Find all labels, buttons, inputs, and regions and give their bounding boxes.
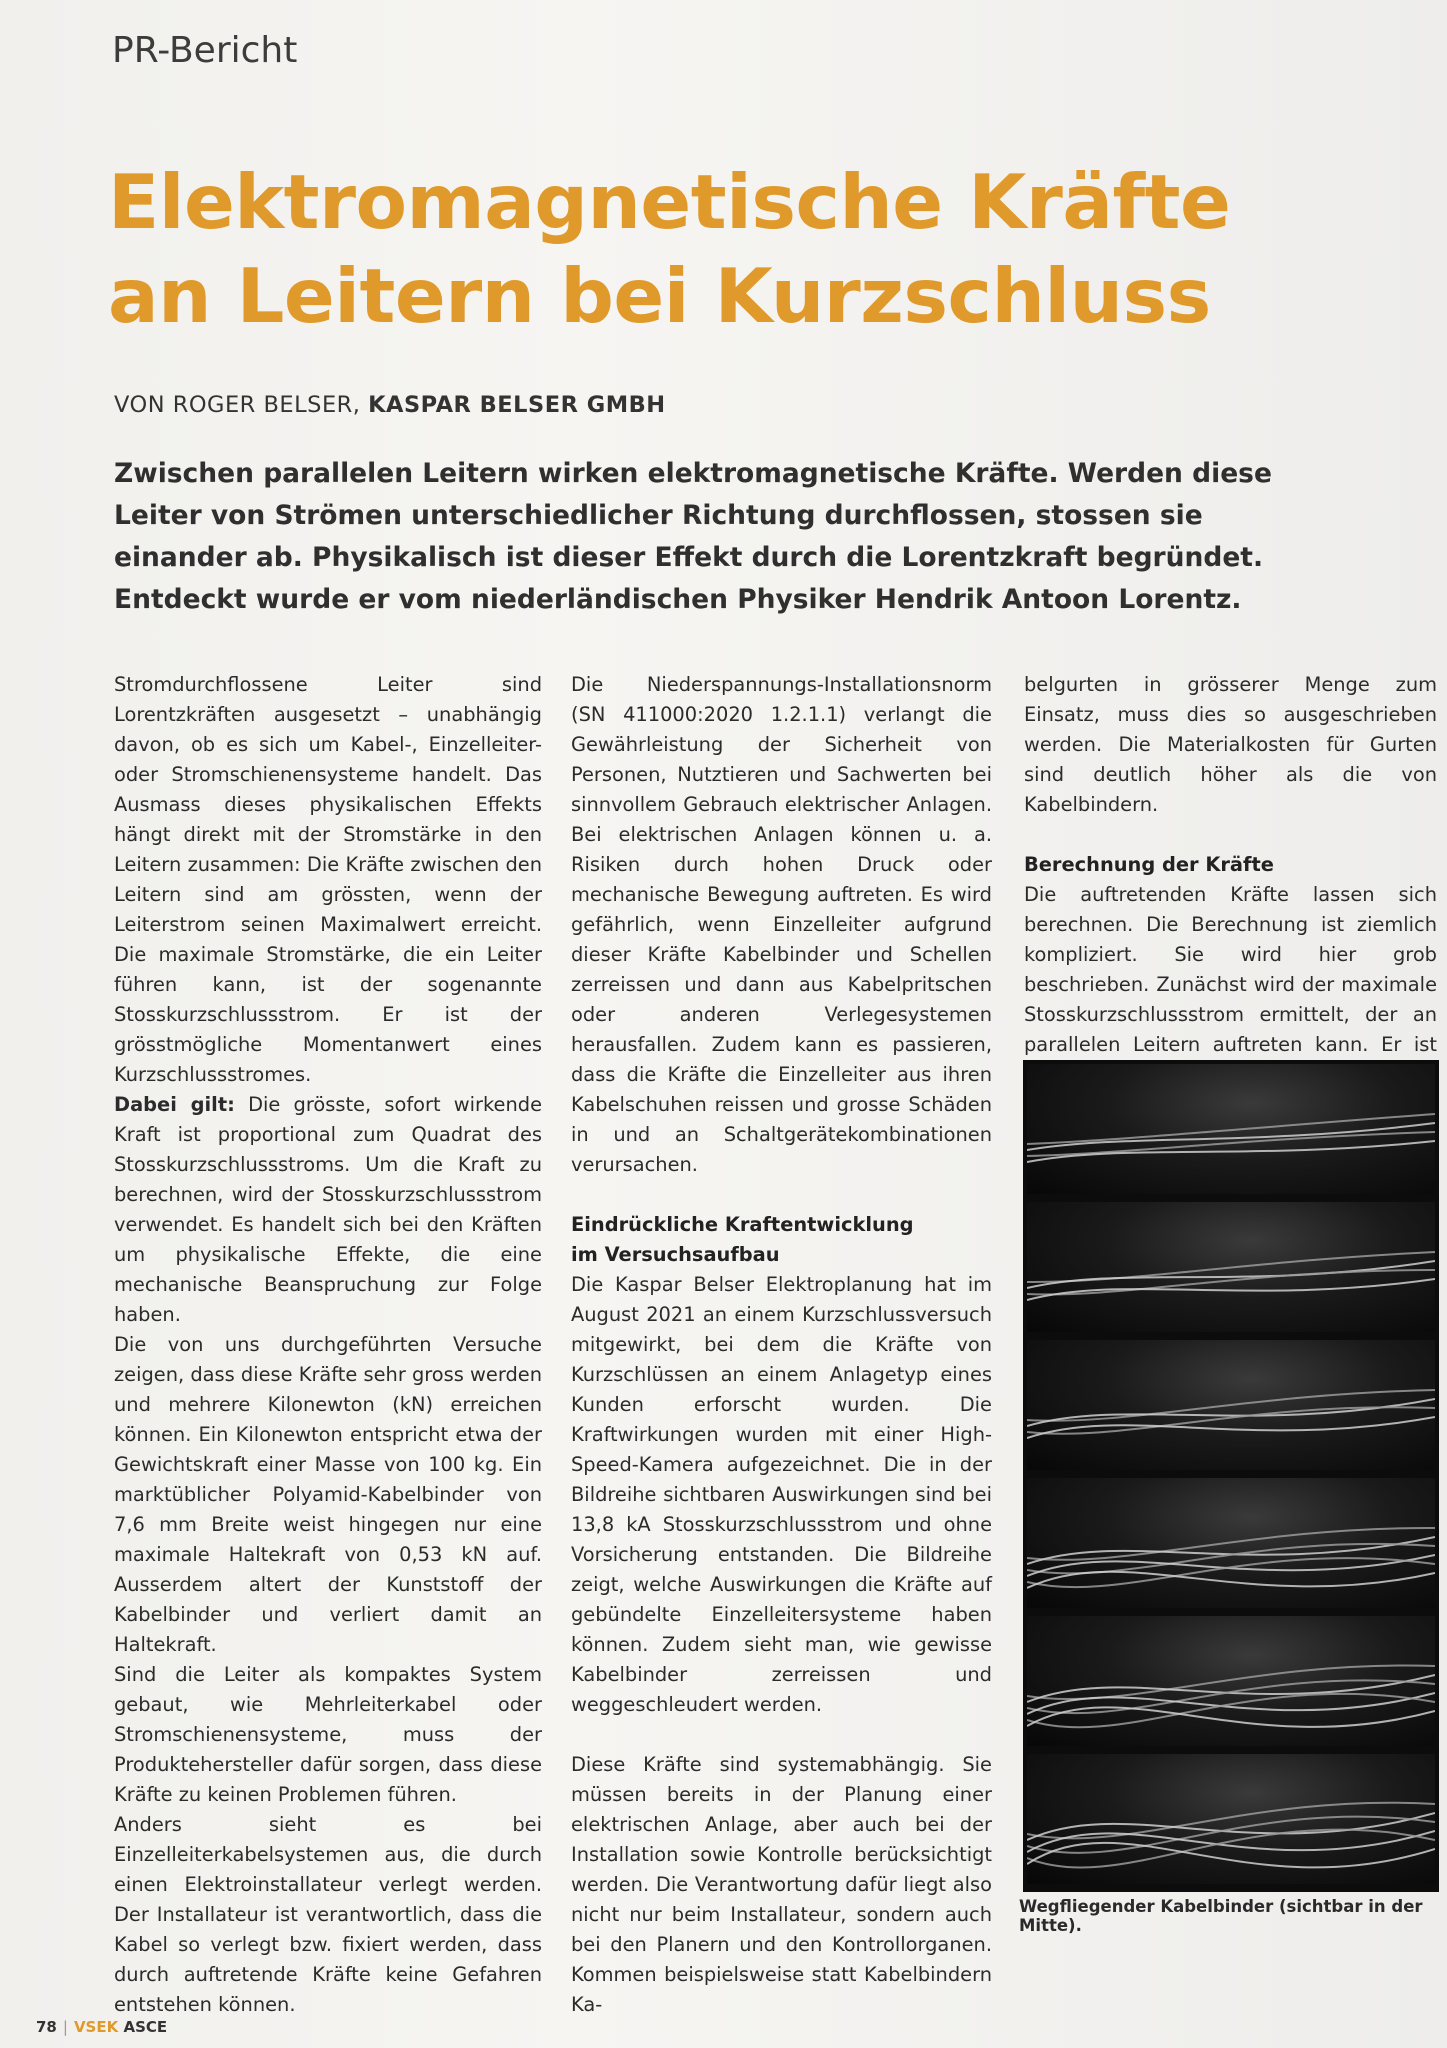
- byline-author: VON ROGER BELSER,: [114, 392, 369, 418]
- cable-line: [1027, 1830, 1435, 1868]
- title-line-2: an Leitern bei Kurzschluss: [108, 252, 1211, 340]
- figure-caption: Wegfliegender Kabelbinder (sichtbar in der Mitte).: [1019, 1897, 1423, 1935]
- col1-paragraph-2-text: Die grösste, sofort wirkende Kraft ist proportional zum Quadrat des Stosskurzschlussstroms. Um die Kraft zu berechnen, wird der Stosskurzschlussstrom verwendet. Es handelt sich bei den Kräften um physikalische Effekte, die eine mechanische Beanspruchung zur Folge haben.: [114, 1093, 543, 1326]
- column-2: [571, 670, 992, 2020]
- col3-subheading: Berechnung der Kräfte: [1024, 853, 1274, 876]
- cable-line: [1027, 1399, 1435, 1426]
- photo-frame: [1027, 1064, 1435, 1194]
- col1-paragraph-2: [114, 1090, 542, 1330]
- col1-paragraph-3: Die von uns durchgeführten Versuche zeigen, dass diese Kräfte sehr gross werden und mehrere Kilonewton (kN) erreichen können. Ein Kilonewton entspricht etwa der Gewichtskraft einer Masse von 100 kg. Ein marktüblicher Polyamid-Kabelbinder von 7,6 mm Breite weist hingegen nur eine maximale Haltekraft von 0,53 kN auf. Ausserdem altert der Kunststoff der Kabelbinder und verliert damit an Haltekraft.: [114, 1333, 542, 1656]
- title-line-1: Elektromagnetische Kräfte: [108, 158, 1231, 246]
- cable-line: [1027, 1141, 1435, 1162]
- byline-company: KASPAR BELSER GMBH: [368, 392, 666, 418]
- page-number: 78: [36, 2018, 57, 2036]
- byline: [114, 392, 666, 418]
- column-1: [114, 670, 542, 2020]
- spacer: [571, 1720, 992, 1750]
- spacer: [1024, 820, 1437, 850]
- photo-frame: [1027, 1340, 1435, 1470]
- brand-vsek: VSEK: [73, 2018, 119, 2036]
- photo-sequence: [1023, 1060, 1439, 1892]
- col2-subheading: [571, 1210, 992, 1270]
- col2-subheading-line-1: Eindrückliche Kraftentwicklung: [571, 1213, 914, 1236]
- article-title: [108, 155, 1230, 343]
- section-label: PR-Bericht: [112, 30, 298, 71]
- photo-frame: [1027, 1202, 1435, 1332]
- cable-line: [1027, 1279, 1435, 1300]
- lead-paragraph: Zwischen parallelen Leitern wirken elektromagnetische Kräfte. Werden diese Leiter von Strömen unterschiedlicher Richtung durchflossen, stossen sie einander ab. Physikalisch ist dieser Effekt durch die Lorentzkraft begründet. Entdeckt wurde er vom niederländischen Physiker Hendrik Antoon Lorentz.: [114, 458, 1272, 615]
- col1-paragraph-1: Stromdurchflossene Leiter sind Lorentzkräften ausgesetzt – unabhängig davon, ob es sich um Kabel-, Einzelleiter- oder Stromschienensysteme handelt. Das Ausmass dieses physikalischen Effekts hängt direkt mit der Stromstärke in den Leitern zusammen: Die Kräfte zwischen den Leitern sind am grössten, wenn der Leiterstrom seinen Maximalwert erreicht. Die maximale Stromstärke, die ein Leiter führen kann, ist der sogenannte Stosskurzschlussstrom. Er ist der grösstmögliche Momentanwert eines Kurzschlussstromes.: [114, 673, 542, 1086]
- footer-separator: |: [62, 2018, 68, 2036]
- photo-frame: [1027, 1478, 1435, 1608]
- col1-bold-lead: Dabei gilt:: [114, 1093, 235, 1116]
- photo-frame: [1027, 1616, 1435, 1746]
- col3-paragraph-2: Die auftretenden Kräfte lassen sich berechnen. Die Berechnung ist ziemlich kompliziert. Sie wird hier grob beschrieben. Zunächst wird der maximale Stosskurzschlussstrom ermittelt, der an parallelen Leitern auftreten kann. Er ist: [1024, 883, 1437, 1056]
- cable-line: [1027, 1707, 1435, 1727]
- col2-paragraph-3: Diese Kräfte sind systemabhängig. Sie müssen bereits in der Planung einer elektrischen Anlage, aber auch bei der Installation sowie Kontrolle berücksichtigt werden. Die Verantwortung dafür liegt also nicht nur beim Installateur, sondern auch bei den Planern und den Kontrollorganen. Kommen beispielsweise statt Kabelbindern Ka-: [571, 1753, 992, 2016]
- col2-paragraph-2: Die Kaspar Belser Elektroplanung hat im August 2021 an einem Kurzschlussversuch mitgewirkt, bei dem die Kräfte von Kurzschlüssen an einem Anlagetyp eines Kunden erforscht wurden. Die Kraftwirkungen wurden mit einer High-Speed-Kamera aufgezeichnet. Die in der Bildreihe sichtbaren Auswirkungen sind bei 13,8 kA Stosskurzschlussstrom und ohne Vorsicherung entstanden. Die Bildreihe zeigt, welche Auswirkungen die Kräfte auf gebündelte Einzelleitersysteme haben können. Zudem sieht man, wie gewisse Kabelbinder zerreissen und weggeschleudert werden.: [571, 1273, 992, 1716]
- spacer: [571, 1180, 992, 1210]
- photo-frame: [1027, 1754, 1435, 1884]
- column-3: [1024, 670, 1437, 1090]
- col3-paragraph-1: belgurten in grösserer Menge zum Einsatz, muss dies so ausgeschrieben werden. Die Materialkosten für Gurten sind deutlich höher als die von Kabelbindern.: [1024, 673, 1437, 816]
- col2-subheading-line-2: im Versuchsaufbau: [571, 1243, 780, 1266]
- brand-asce: ASCE: [123, 2018, 168, 2036]
- col1-paragraph-4: Sind die Leiter als kompaktes System gebaut, wie Mehrleiterkabel oder Stromschienensysteme, muss der Produktehersteller dafür sorgen, dass diese Kräfte zu keinen Problemen führen.: [114, 1663, 542, 1806]
- col2-paragraph-1: Die Niederspannungs-Installationsnorm (SN 411000:2020 1.2.1.1) verlangt die Gewährleistung der Sicherheit von Personen, Nutztieren und Sachwerten bei sinnvollem Gebrauch elektrischer Anlagen. Bei elektrischen Anlagen können u. a. Risiken durch hohen Druck oder mechanische Bewegung auftreten. Es wird gefährlich, wenn Einzelleiter aufgrund dieser Kräfte Kabelbinder und Schellen zerreissen und dann aus Kabelpritschen oder anderen Verlegesystemen herausfallen. Zudem kann es passieren, dass die Kräfte die Einzelleiter aus ihren Kabelschuhen reissen und grosse Schäden in und an Schaltgerätekombinationen verursachen.: [571, 673, 992, 1176]
- cable-line: [1027, 1572, 1435, 1588]
- cable-line: [1027, 1261, 1435, 1288]
- page-footer: [36, 2018, 167, 2036]
- col1-paragraph-5: Anders sieht es bei Einzelleiterkabelsystemen aus, die durch einen Elektroinstallateur verlegt werden. Der Installateur ist verantwortlich, dass die Kabel so verlegt bzw. fixiert werden, dass durch auftretende Kräfte keine Gefahren entstehen können.: [114, 1813, 542, 2016]
- cable-line: [1027, 1803, 1435, 1839]
